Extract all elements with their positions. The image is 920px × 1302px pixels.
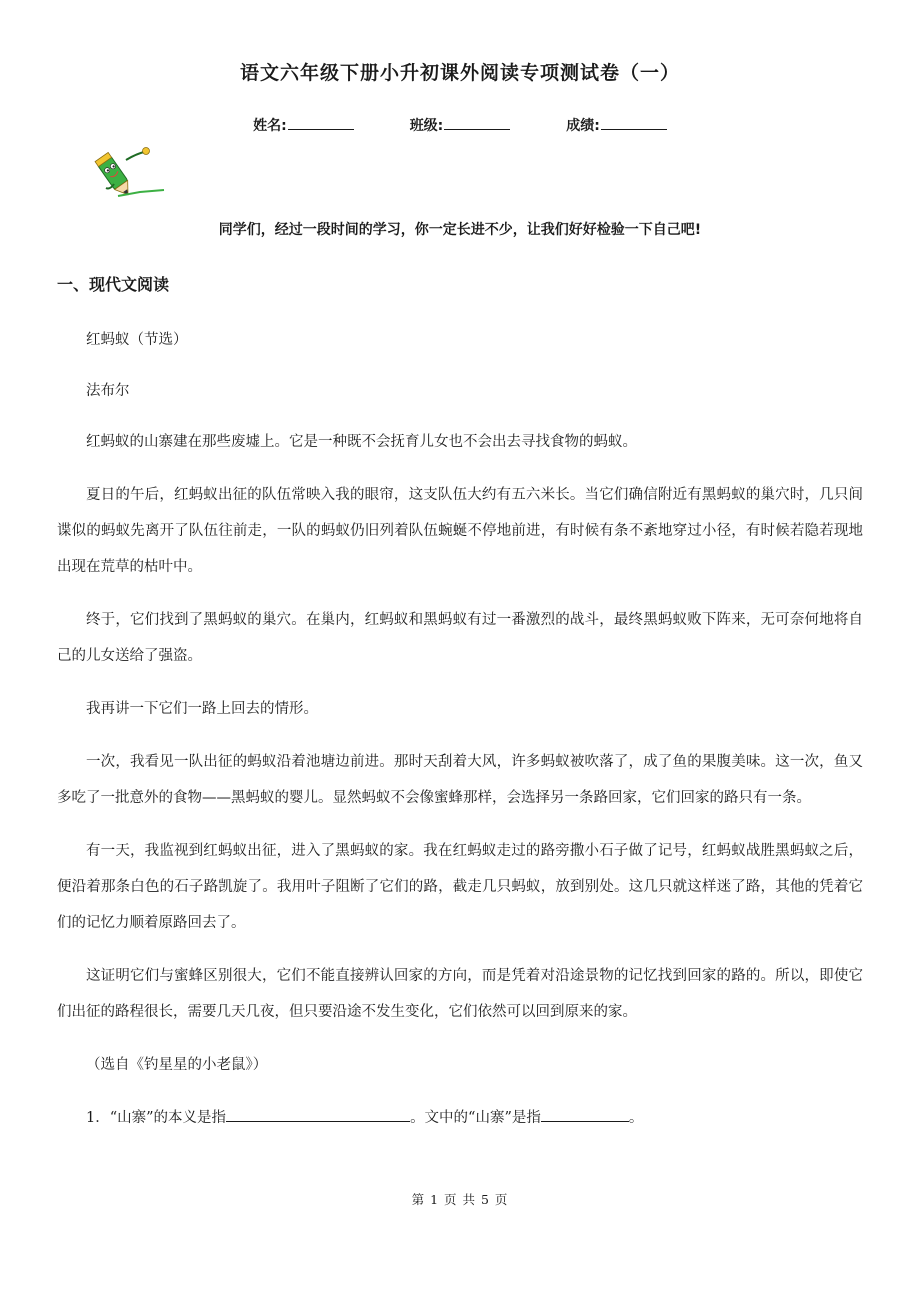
class-blank[interactable] [444,115,510,130]
question-number: 1． [86,1110,110,1126]
passage-paragraph: 红蚂蚁的山寨建在那些废墟上。它是一种既不会抚育儿女也不会出去寻找食物的蚂蚁。 [86,434,637,450]
passage-paragraph: 夏日的午后，红蚂蚁出征的队伍常映入我的眼帘，这支队伍大约有五六米长。当它们确信附近有黑蚂蚁的巢穴时，几只间谍似的蚂蚁先离开了队伍往前走，一队的蚂蚁仍旧列着队伍蜿蜒不停地前进，有时候有条不紊地穿过小径，有时候若隐若现地出现在荒草的枯叶中。 [57,487,863,575]
passage-author: 法布尔 [86,383,130,399]
score-field[interactable] [566,115,667,135]
section-heading: 一、现代文阅读 [57,275,170,294]
greeting-text: 同学们，经过一段时间的学习，你一定长进不少，让我们好好检验一下自己吧! [218,222,702,238]
passage-paragraph: 终于，它们找到了黑蚂蚁的巢穴。在巢内，红蚂蚁和黑蚂蚁有过一番激烈的战斗，最终黑蚂蚁败下阵来，无可奈何地将自己的儿女送给了强盗。 [57,612,863,664]
name-label: 姓名: [253,118,287,134]
page-footer: 第 1 页 共 5 页 [411,1192,509,1207]
score-blank[interactable] [601,115,667,130]
pencil-mascot-icon [88,140,168,200]
student-info-row [0,115,920,135]
question-1 [57,1100,863,1136]
score-label: 成绩: [566,118,600,134]
passage-paragraph: 一次，我看见一队出征的蚂蚁沿着池塘边前进。那时天刮着大风，许多蚂蚁被吹落了，成了鱼的果腹美味。这一次，鱼又多吃了一批意外的食物——黑蚂蚁的婴儿。显然蚂蚁不会像蜜蜂那样，会选择另一条路回家，它们回家的路只有一条。 [57,754,863,806]
name-field[interactable] [253,115,354,135]
reading-passage [57,322,863,1136]
class-label: 班级: [409,118,444,134]
passage-paragraph: 这证明它们与蜜蜂区别很大，它们不能直接辨认回家的方向，而是凭着对沿途景物的记忆找到回家的路的。所以，即使它们出征的路程很长，需要几天几夜，但只要沿途不发生变化，它们依然可以回到原来的家。 [57,968,863,1020]
name-blank[interactable] [288,115,354,130]
answer-blank-2[interactable] [541,1105,629,1122]
passage-paragraph: 有一天，我监视到红蚂蚁出征，进入了黑蚂蚁的家。我在红蚂蚁走过的路旁撒小石子做了记号，红蚂蚁战胜黑蚂蚁之后，便沿着那条白色的石子路凯旋了。我用叶子阻断了它们的路，截走几只蚂蚁，放到别处。这几只就这样迷了路，其他的凭着它们的记忆力顺着原路回去了。 [57,843,863,931]
question-text-part2: 。文中的“山寨”是指 [410,1110,541,1126]
passage-title: 红蚂蚁（节选） [86,332,188,348]
class-field[interactable] [410,115,511,135]
passage-source: （选自《钓星星的小老鼠》） [86,1057,268,1073]
answer-blank-1[interactable] [226,1105,410,1122]
question-text-part3: 。 [628,1110,644,1126]
page-title: 语文六年级下册小升初课外阅读专项测试卷（一） [239,62,680,84]
passage-paragraph: 我再讲一下它们一路上回去的情形。 [86,701,318,717]
question-text-part1: “山寨”的本义是指 [109,1110,227,1126]
